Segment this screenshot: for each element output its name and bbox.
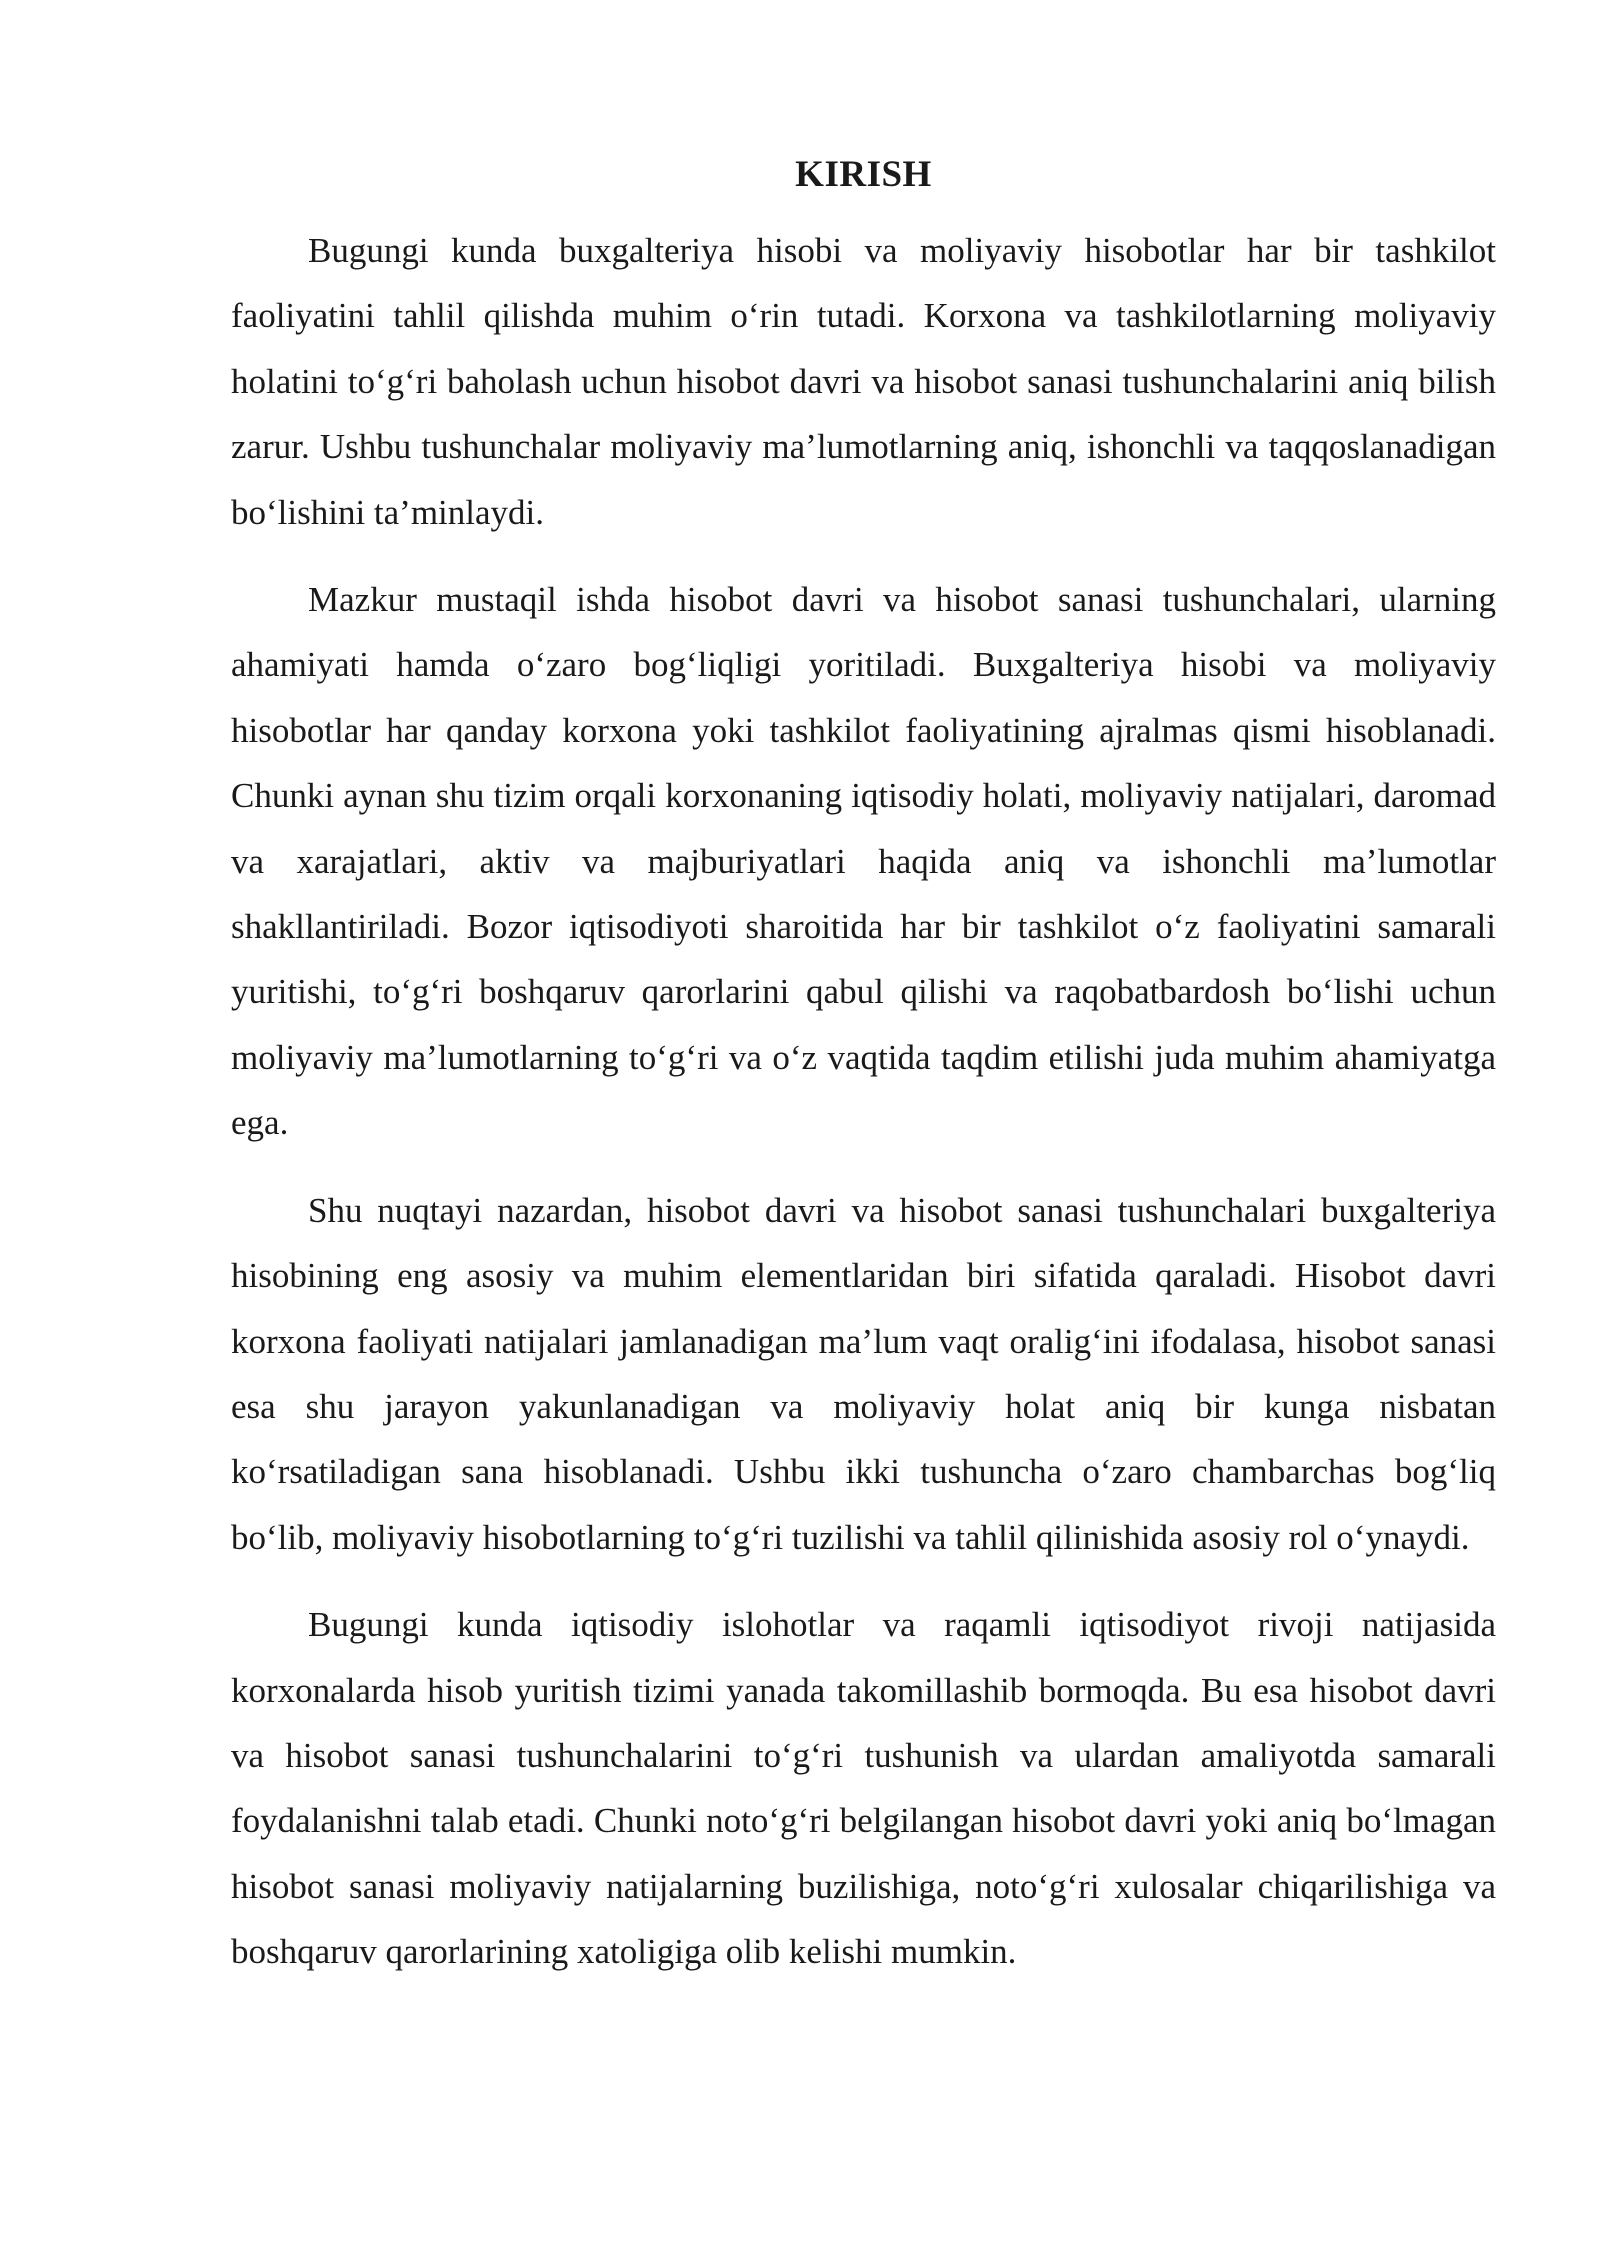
paragraph-3: Shu nuqtayi nazardan, hisobot davri va hisobot sanasi tushunchalari buxgalteriya hisobining eng asosiy va muhim elementlaridan biri sifatida qaraladi. Hisobot davri korxona faoliyati natijalari jamlanadigan ma’lum vaqt oralig‘ini ifodalasa, hisobot sanasi esa shu jarayon yakunlanadigan va moliyaviy holat aniq bir kunga nisbatan ko‘rsatiladigan sana hisoblanadi. Ushbu ikki tushuncha o‘zaro chambarchas bog‘liq bo‘lib, moliyaviy hisobotlarning to‘g‘ri tuzilishi va tahlil qilinishida asosiy rol o‘ynaydi. bbox=[231, 1190, 1496, 1557]
page-content bbox=[231, 150, 1496, 2007]
paragraph-1: Bugungi kunda buxgalteriya hisobi va moliyaviy hisobotlar har bir tashkilot faoliyatini tahlil qilishda muhim o‘rin tutadi. Korxona va tashkilotlarning moliyaviy holatini to‘g‘ri baholash uchun hisobot davri va hisobot sanasi tushunchalarini aniq bilish zarur. Ushbu tushunchalar moliyaviy ma’lumotlarning aniq, ishonchli va taqqoslanadigan bo‘lishini ta’minlaydi. bbox=[231, 231, 1496, 532]
page-title: KIRISH bbox=[795, 154, 932, 195]
paragraph-4: Bugungi kunda iqtisodiy islohotlar va raqamli iqtisodiyot rivoji natijasida korxonalarda hisob yuritish tizimi yanada takomillashib bormoqda. Bu esa hisobot davri va hisobot sanasi tushunchalarini to‘g‘ri tushunish va ulardan amaliyotda samarali foydalanishni talab etadi. Chunki noto‘g‘ri belgilangan hisobot davri yoki aniq bo‘lmagan hisobot sanasi moliyaviy natijalarning buzilishiga, noto‘g‘ri xulosalar chiqarilishiga va boshqaruv qarorlarining xatoligiga olib kelishi mumkin. bbox=[231, 1605, 1496, 1972]
paragraph-2: Mazkur mustaqil ishda hisobot davri va hisobot sanasi tushunchalari, ularning ahamiyati hamda o‘zaro bog‘liqligi yoritiladi. Buxgalteriya hisobi va moliyaviy hisobotlar har qanday korxona yoki tashkilot faoliyatining ajralmas qismi hisoblanadi. Chunki aynan shu tizim orqali korxonaning iqtisodiy holati, moliyaviy natijalari, daromad va xarajatlari, aktiv va majburiyatlari haqida aniq va ishonchli ma’lumotlar shakllantiriladi. Bozor iqtisodiyoti sharoitida har bir tashkilot o‘z faoliyatini samarali yuritishi, to‘g‘ri boshqaruv qarorlarini qabul qilishi va raqobatbardosh bo‘lishi uchun moliyaviy ma’lumotlarning to‘g‘ri va o‘z vaqtida taqdim etilishi juda muhim ahamiyatga ega. bbox=[231, 580, 1496, 1143]
